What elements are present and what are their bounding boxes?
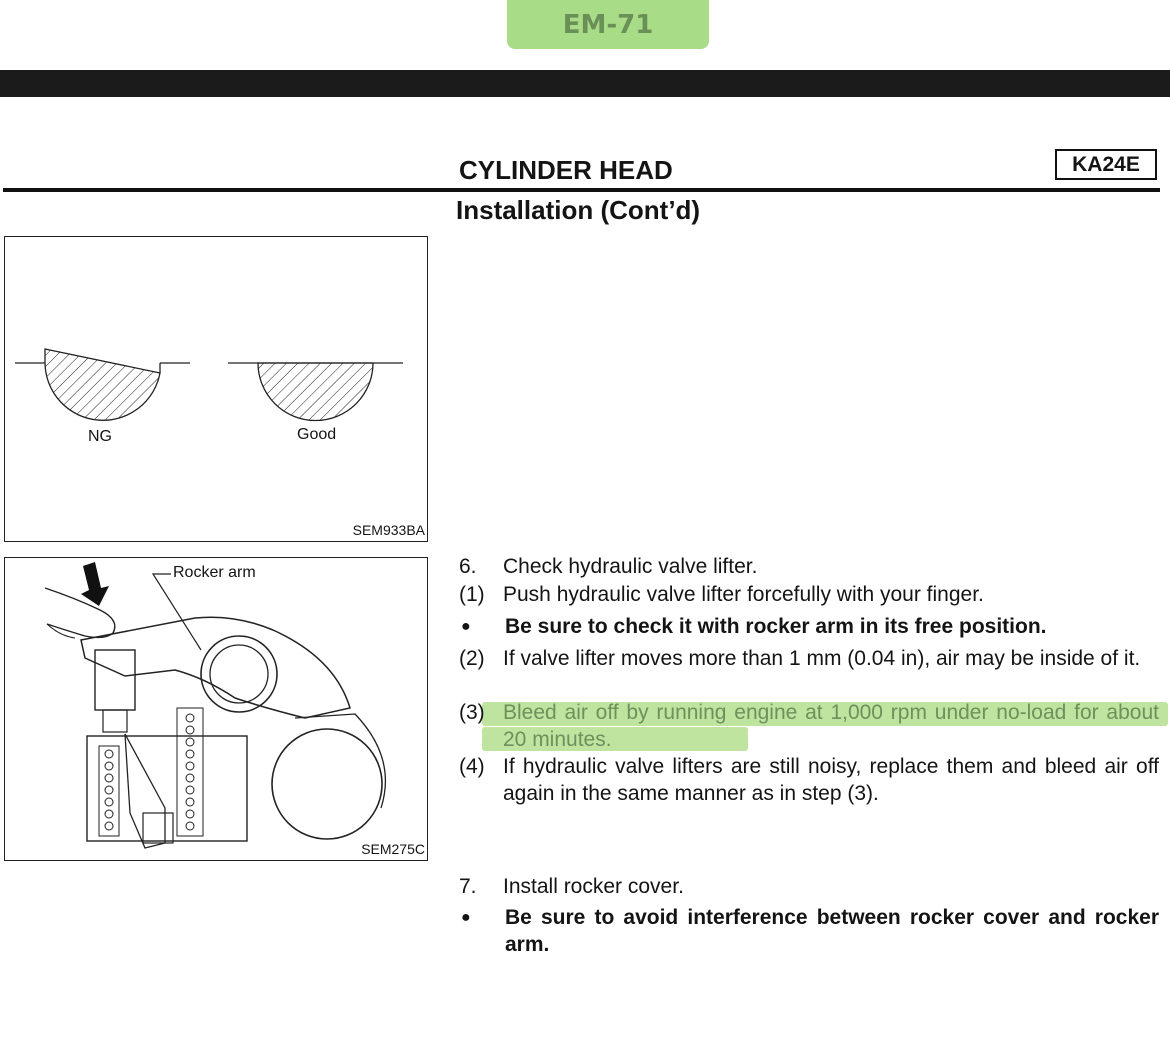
model-badge: KA24E xyxy=(1055,149,1157,180)
list-item xyxy=(459,753,1159,807)
step-text: Check hydraulic valve lifter. xyxy=(503,555,758,578)
figure-code: SEM275C xyxy=(361,841,425,857)
label-rocker-arm: Rocker arm xyxy=(173,564,256,581)
figure-rocker-arm xyxy=(4,557,428,861)
step-number: (1) xyxy=(459,583,485,606)
step-text: Be sure to check it with rocker arm in its free position. xyxy=(505,615,1047,638)
figure-code: SEM933BA xyxy=(352,522,425,538)
step-number: 7. xyxy=(459,875,477,898)
label-good: Good xyxy=(297,426,337,443)
bullet-icon: ● xyxy=(461,618,471,635)
step-text: Be sure to avoid interference between rocker cover and rocker arm. xyxy=(505,906,1159,956)
list-item xyxy=(459,699,1159,753)
rocker-arm-drawing xyxy=(5,558,427,860)
label-ng: NG xyxy=(88,428,112,445)
figure-valve-seat xyxy=(4,236,428,542)
page-label: EM-71 xyxy=(507,0,709,49)
step-text-highlighted: Bleed air off by running engine at 1,000 rpm under no-load for about 20 minutes. xyxy=(503,701,1159,751)
step-number: (2) xyxy=(459,647,485,670)
step-number: 6. xyxy=(459,555,477,578)
list-item xyxy=(459,553,1159,580)
valve-seat-drawing xyxy=(5,237,427,541)
step-text: If valve lifter moves more than 1 mm (0.04 in), air may be inside of it. xyxy=(503,647,1141,670)
step-text: Install rocker cover. xyxy=(503,875,684,898)
list-item xyxy=(459,645,1159,672)
list-item xyxy=(459,581,1159,608)
section-title: CYLINDER HEAD xyxy=(459,155,673,185)
section-subtitle: Installation (Cont’d) xyxy=(456,195,701,225)
step-number: (4) xyxy=(459,755,485,778)
step-text: Push hydraulic valve lifter forcefully with your finger. xyxy=(503,583,984,606)
header-rule xyxy=(3,188,1160,192)
bullet-icon: ● xyxy=(461,909,471,926)
list-item xyxy=(459,904,1159,958)
top-bar xyxy=(0,70,1170,97)
list-item xyxy=(459,873,1159,900)
step-text: If hydraulic valve lifters are still noisy, replace them and bleed air off again in the same manner as in step (3). xyxy=(503,755,1159,805)
list-item xyxy=(459,613,1159,640)
step-number: (3) xyxy=(459,701,485,724)
